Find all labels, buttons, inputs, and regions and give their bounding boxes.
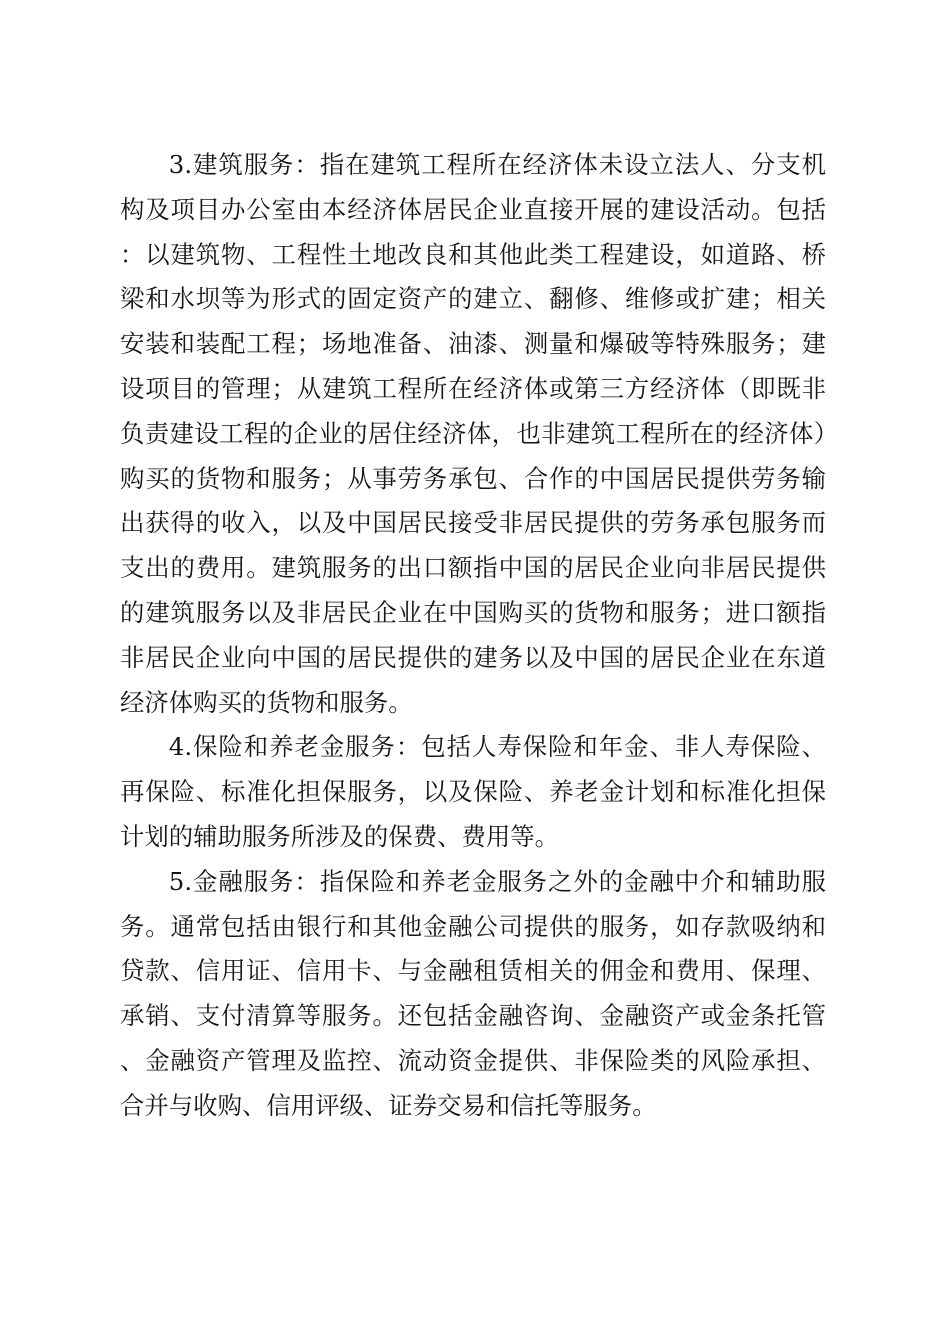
paragraph-construction-services: 3.建筑服务：指在建筑工程所在经济体未设立法人、分支机构及项目办公室由本经济体居民企业直接开展的建设活动。包括：以建筑物、工程性土地改良和其他此类工程建设，如道路、桥梁和水坝等为形式的固定资产的建立、翻修、维修或扩建；相关安装和装配工程；场地准备、油漆、测量和爆破等特殊服务；建设项目的管理；从建筑工程所在经济体或第三方经济体（即既非负责建设工程的企业的居住经济体，也非建筑工程所在的经济体）购买的货物和服务；从事劳务承包、合作的中国居民提供劳务输出获得的收入，以及中国居民接受非居民提供的劳务承包服务而支出的费用。建筑服务的出口额指中国的居民企业向非居民提供的建筑服务以及非居民企业在中国购买的货物和服务；进口额指非居民企业向中国的居民提供的建务以及中国的居民企业在东道经济体购买的货物和服务。 [120, 150, 826, 717]
document-body [120, 143, 826, 1129]
paragraph-financial-services: 5.金融服务：指保险和养老金服务之外的金融中介和辅助服务。通常包括由银行和其他金融公司提供的服务，如存款吸纳和贷款、信用证、信用卡、与金融租赁相关的佣金和费用、保理、承销、支付清算等服务。还包括金融咨询、金融资产或金条托管、金融资产管理及监控、流动资金提供、非保险类的风险承担、合并与收购、信用评级、证券交易和信托等服务。 [120, 866, 826, 1120]
paragraph-insurance-pension-services: 4.保险和养老金服务：包括人寿保险和年金、非人寿保险、再保险、标准化担保服务，以及保险、养老金计划和标准化担保计划的辅助服务所涉及的保费、费用等。 [120, 732, 826, 851]
